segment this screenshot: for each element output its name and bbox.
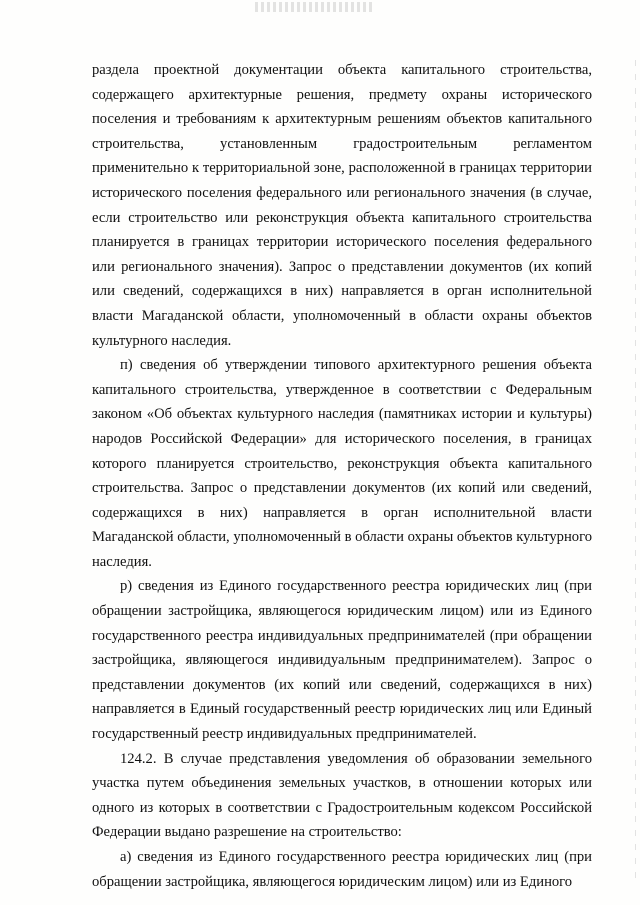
paragraph-continuation: раздела проектной документации объекта капитального строительства, содержащего архитектурные решения, предмету охраны исторического поселения и требованиям к архитектурным решениям объектов капитального строительства, установленным градостроительным регламентом применительно к территориальной зоне, расположенной в границах территории исторического поселения федерального или регионального значения (в случае, если строительство или реконструкция объекта капитального строительства планируется в границах территории исторического поселения федерального или регионального значения). Запрос о представлении документов (их копий или сведений, содержащихся в них) направляется в орган исполнительной власти Магаданской области, уполномоченный в области охраны объектов культурного наследия.	[92, 62, 592, 349]
document-body	[92, 58, 592, 894]
paragraph-item-r: р) сведения из Единого государственного реестра юридических лиц (при обращении застройщика, являющегося юридическим лицом) или из Единого государственного реестра индивидуальных предпринимателей (при обращении застройщика, являющегося индивидуальным предпринимателем). Запрос о представлении документов (их копий или сведений, содержащихся в них) направляется в Единый государственный реестр юридических лиц или Единый государственный реестр индивидуальных предпринимателей.	[92, 578, 592, 743]
paragraph-item-p: п) сведения об утверждении типового архитектурного решения объекта капитального строительства, утвержденное в соответствии с Федеральным законом «Об объектах культурного наследия (памятниках истории и культуры) народов Российской Федерации» для исторического поселения, в границах которого планируется строительство, реконструкция объекта капитального строительства. Запрос о представлении документов (их копий или сведений, содержащихся в них) направляется в орган исполнительной власти Магаданской области, уполномоченный в области охраны объектов культурного наследия.	[92, 357, 592, 570]
scan-artifact	[255, 2, 375, 12]
scan-edge-artifact	[635, 60, 636, 880]
paragraph-item-a: а) сведения из Единого государственного реестра юридических лиц (при обращении застройщика, являющегося юридическим лицом) или из Единого	[92, 849, 592, 890]
paragraph-124-2: 124.2. В случае представления уведомления об образовании земельного участка путем объединения земельных участков, в отношении которых или одного из которых в соответствии с Градостроительным кодексом Российской Федерации выдано разрешение на строительство:	[92, 750, 592, 841]
